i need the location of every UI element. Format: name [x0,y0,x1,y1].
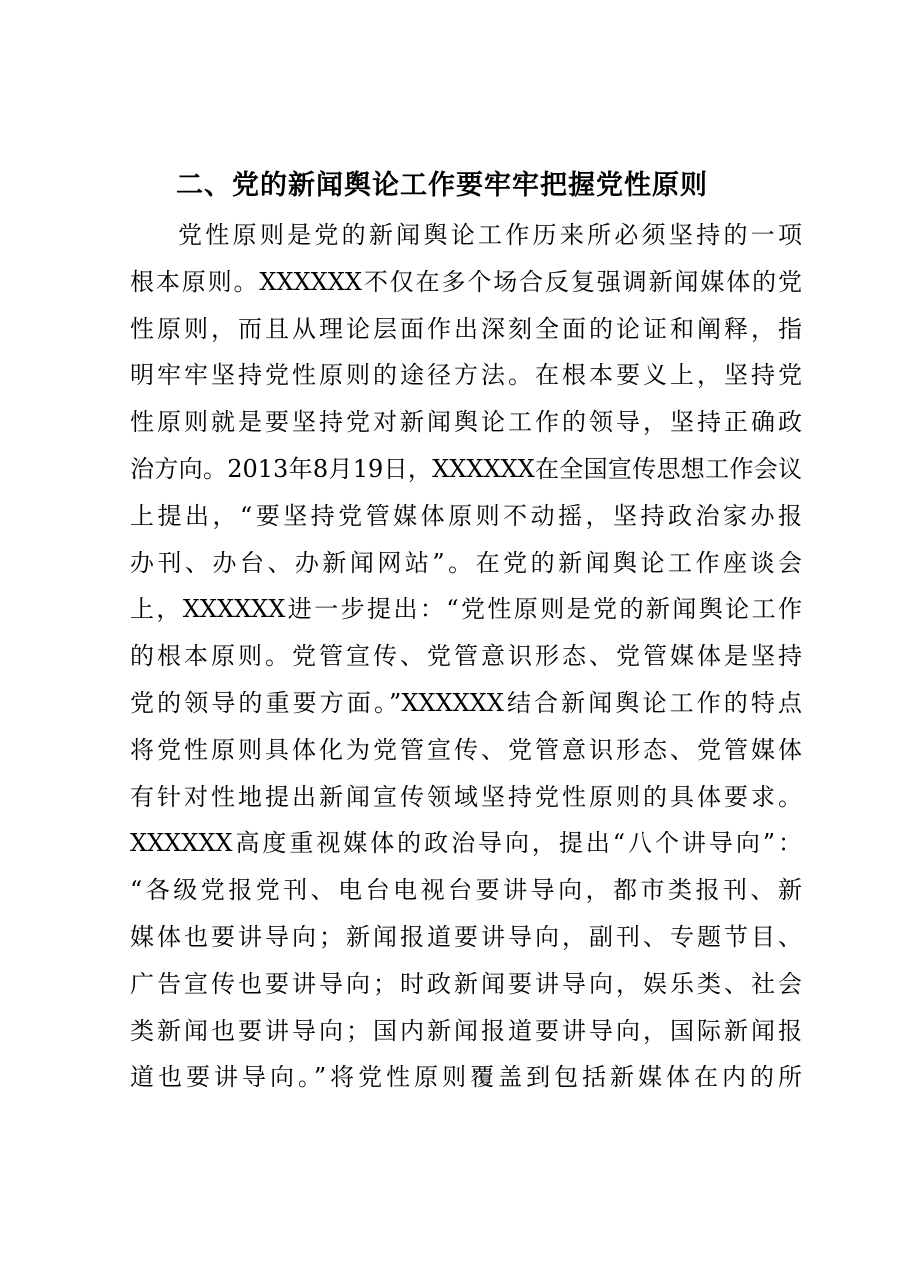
body-paragraph [130,212,802,1101]
paragraph-line: 明牢牢坚持党性原则的途径方法。在根本要义上，坚持党 [130,361,802,390]
paragraph-line: 党性原则是党的新闻舆论工作历来所必须坚持的一项 [178,221,802,249]
paragraph-line: 性原则，而且从理论层面作出深刻全面的论证和阐释，指 [130,314,802,343]
paragraph-line: 广告宣传也要讲导向；时政新闻要讲导向，娱乐类、社会 [130,969,802,998]
paragraph-line: XXXXXX高度重视媒体的政治导向，提出“八个讲导向”： [130,829,802,858]
paragraph-line: 办刊、办台、办新闻网站”。在党的新闻舆论工作座谈会 [130,548,802,577]
paragraph-line: “各级党报党刊、电台电视台要讲导向，都市类报刊、新 [130,876,802,905]
paragraph-line: 治方向。2013年8月19日，XXXXXX在全国宣传思想工作会议 [130,454,802,483]
paragraph-line: 上提出，“要坚持党管媒体原则不动摇，坚持政治家办报 [130,501,802,530]
paragraph-line: 党的领导的重要方面。”XXXXXX结合新闻舆论工作的特点 [130,688,802,717]
paragraph-line: 道也要讲导向。”将党性原则覆盖到包括新媒体在内的所 [130,1063,802,1092]
paragraph-line: 性原则就是要坚持党对新闻舆论工作的领导，坚持正确政 [130,408,802,437]
paragraph-line: 的根本原则。党管宣传、党管意识形态、党管媒体是坚持 [130,642,802,671]
paragraph-line: 上，XXXXXX进一步提出：“党性原则是党的新闻舆论工作 [130,595,802,624]
paragraph-line: 将党性原则具体化为党管宣传、党管意识形态、党管媒体 [130,735,802,764]
section-heading: 二、党的新闻舆论工作要牢牢把握党性原则 [176,170,708,201]
paragraph-line: 根本原则。XXXXXX不仅在多个场合反复强调新闻媒体的党 [130,267,802,296]
paragraph-line: 媒体也要讲导向；新闻报道要讲导向，副刊、专题节目、 [130,922,802,951]
paragraph-line: 有针对性地提出新闻宣传领域坚持党性原则的具体要求。 [130,782,802,811]
paragraph-line: 类新闻也要讲导向；国内新闻报道要讲导向，国际新闻报 [130,1016,802,1045]
